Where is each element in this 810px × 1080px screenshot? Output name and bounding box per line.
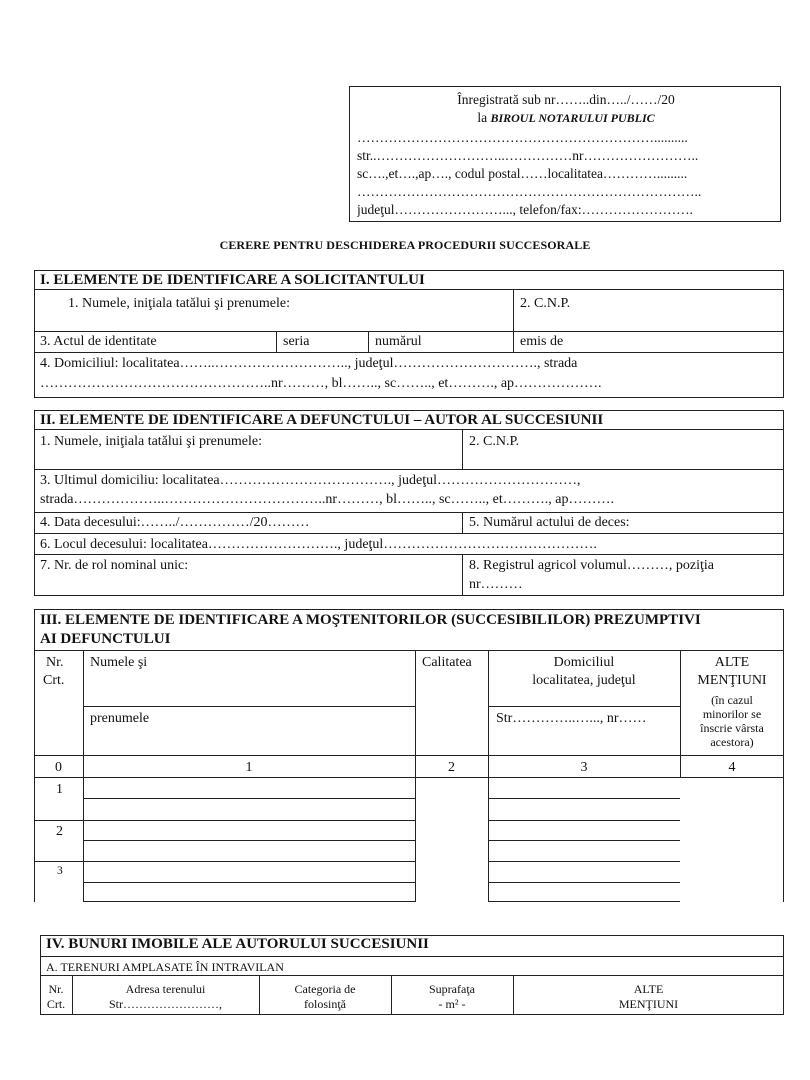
heir-row-number: 2 <box>56 824 63 839</box>
applicant-name-label: 1. Numele, iniţiala tatălui şi prenumele: <box>68 296 290 311</box>
registration-street-line: str..………………………..……………nr…………………….. <box>357 148 699 163</box>
id-document-label: 3. Actul de identitate <box>40 334 157 349</box>
heirs-col-name-top: Numele şi <box>90 655 148 670</box>
death-act-number-label: 5. Numărul actului de deces: <box>469 515 630 530</box>
land-col-category-line-2: folosinţă <box>304 997 346 1011</box>
registration-line-2 <box>350 109 782 127</box>
agricultural-register-line-1: 8. Registrul agricol volumul………, poziţia <box>469 558 714 573</box>
land-col-address-line-2: Str……………………, <box>108 997 222 1011</box>
id-number-label: numărul <box>375 334 422 349</box>
heirs-index-0: 0 <box>55 760 62 775</box>
applicant-domicile-line-2: …………………………………………..nr………, bl…….., sc…….., et………., ap………………. <box>40 376 602 391</box>
land-col-area-line-2: - m² - <box>438 997 466 1011</box>
heirs-index-2: 2 <box>448 760 455 775</box>
land-col-category-line-1: Categoria de <box>294 982 356 996</box>
section-4-subheader: A. TERENURI AMPLASATE ÎN INTRAVILAN <box>46 960 284 974</box>
heirs-col-other-note-3: înscrie vârsta <box>700 721 764 735</box>
death-place-label: 6. Locul decesului: localitatea………………………., judeţul………………………………………. <box>40 537 597 552</box>
heirs-col-domicile-street: Str…………..…..., nr…… <box>496 711 647 726</box>
section-2-header: II. ELEMENTE DE IDENTIFICARE A DEFUNCTULUI – AUTOR AL SUCCESIUNII <box>40 412 604 428</box>
registration-address-line: sc….,et….,ap…., codul postal……localitatea…………......... <box>357 166 688 181</box>
land-col-nr-line-1: Nr. <box>48 982 64 996</box>
registration-county-phone-line: judeţul……………………..., telefon/fax:……………………. <box>357 202 693 217</box>
heirs-col-other-line-2: MENŢIUNI <box>697 673 767 688</box>
document-title: CERERE PENTRU DESCHIDEREA PROCEDURII SUCCESORALE <box>219 238 591 252</box>
registration-box <box>349 86 781 222</box>
heirs-col-other-note-1: (în cazul <box>711 693 753 707</box>
id-issued-by-label: emis de <box>520 334 564 349</box>
heirs-col-name-bottom: prenumele <box>90 711 150 726</box>
heirs-col-nr-line-1: Nr. <box>46 655 64 670</box>
applicant-domicile-line-1: 4. Domiciliul: localitatea……..……………………….., judeţul…………………………., strada <box>40 356 578 371</box>
death-date-label: 4. Data decesului:……../……………/20……… <box>40 515 310 530</box>
land-col-other-line-2: MENŢIUNI <box>618 997 679 1011</box>
heirs-col-domicile-line-1: Domiciliul <box>553 655 615 670</box>
heir-row-number: 3 <box>57 865 63 877</box>
heirs-col-domicile-line-2: localitatea, judeţul <box>532 673 636 688</box>
section-1-header: I. ELEMENTE DE IDENTIFICARE A SOLICITANTULUI <box>40 272 425 288</box>
land-col-address-line-1: Adresa terenului <box>125 982 206 996</box>
deceased-name-label: 1. Numele, iniţiala tatălui şi prenumele: <box>40 434 262 449</box>
land-col-area-line-1: Suprafaţa <box>429 982 475 996</box>
heirs-index-1: 1 <box>245 760 253 775</box>
role-number-label: 7. Nr. de rol nominal unic: <box>40 558 189 573</box>
heirs-col-other-note-2: minorilor se <box>702 707 762 721</box>
land-col-other-line-1: ALTE <box>633 982 664 996</box>
section-4-header: IV. BUNURI IMOBILE ALE AUTORULUI SUCCESIUNII <box>46 936 429 952</box>
deceased-cnp-label: 2. C.N.P. <box>469 434 520 449</box>
section-3-header-line-1: III. ELEMENTE DE IDENTIFICARE A MOŞTENITORILOR (SUCCESIBILILOR) PREZUMPTIVI <box>40 612 701 628</box>
heirs-col-quality: Calitatea <box>422 655 472 670</box>
heirs-index-3: 3 <box>580 760 588 775</box>
registration-line-2-prefix: la <box>477 110 491 125</box>
heir-row-number: 1 <box>56 782 63 797</box>
heirs-col-other-note-4: acestora) <box>710 735 754 749</box>
applicant-cnp-label: 2. C.N.P. <box>520 296 571 311</box>
heirs-col-nr-line-2: Crt. <box>43 673 65 688</box>
heirs-index-4: 4 <box>728 760 736 775</box>
land-col-nr-line-2: Crt. <box>46 997 66 1011</box>
id-series-label: seria <box>283 334 310 349</box>
registration-line-1: Înregistrată sub nr……..din…../……/20 <box>457 92 675 107</box>
deceased-last-domicile-line-2: strada………………..……………………………..nr………, bl…….., sc…….., et………., ap………. <box>40 492 614 507</box>
registration-line-3: ………………………………………………………….......... <box>357 130 688 145</box>
agricultural-register-line-2: nr……… <box>469 577 523 592</box>
deceased-last-domicile-line-1: 3. Ultimul domiciliu: localitatea………………………………., judeţul…………………………, <box>40 473 581 488</box>
section-3-header-line-2: AI DEFUNCTULUI <box>40 631 171 647</box>
heirs-col-other-line-1: ALTE <box>714 655 750 670</box>
registration-line-6: ………………………………………………………………….. <box>357 184 702 199</box>
notary-office-label: BIROUL NOTARULUI PUBLIC <box>490 111 655 125</box>
